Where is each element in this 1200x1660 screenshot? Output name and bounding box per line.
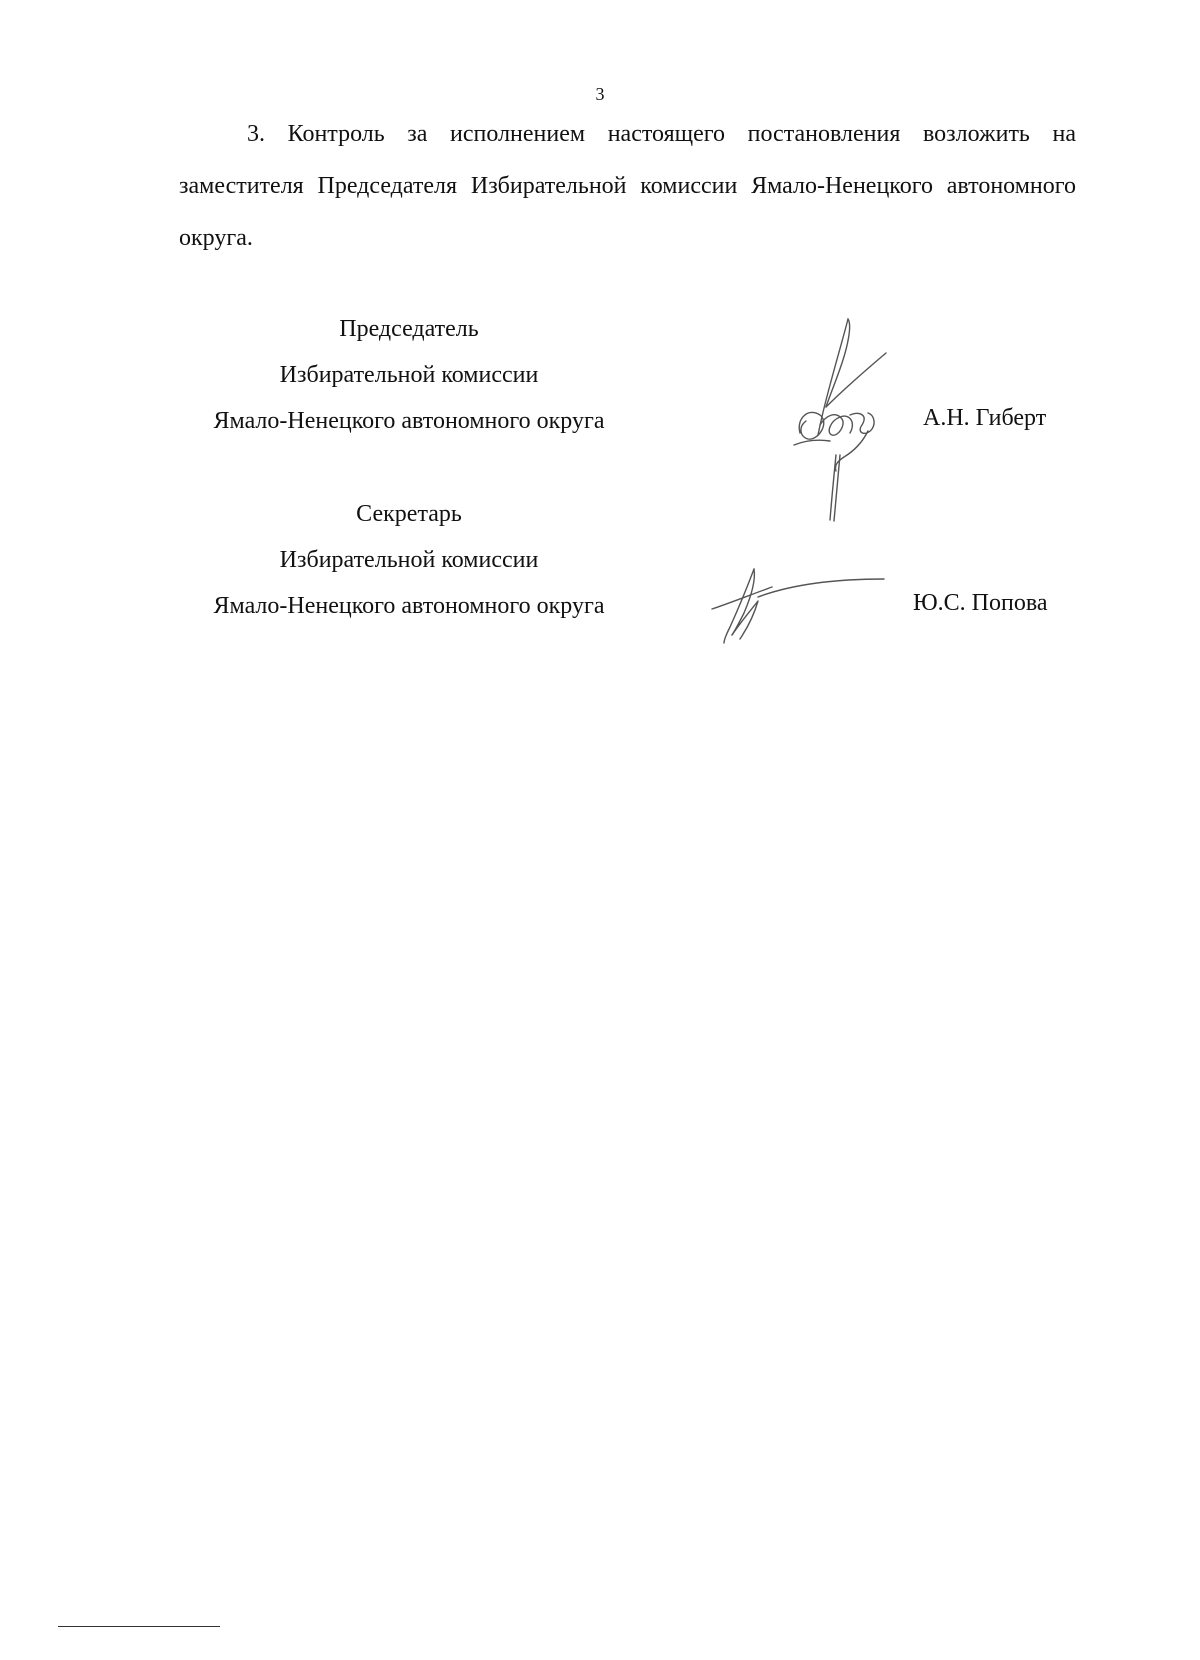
chairman-signature: [790, 315, 900, 530]
chairman-title-line: Ямало-Ненецкого автономного округа: [213, 408, 605, 434]
footnote-divider: [58, 1626, 220, 1627]
chairman-title-block: [179, 306, 639, 444]
chairman-title-line: Председатель: [339, 316, 479, 342]
secretary-name: Ю.С. Попова: [913, 590, 1048, 616]
resolution-paragraph: 3. Контроль за исполнением настоящего постановления возложить на заместителя Председателя Избирательной комиссии Ямало-Ненецкого автономного округа.: [179, 121, 1076, 251]
page-number: 3: [595, 84, 605, 104]
secretary-title-line: Избирательной комиссии: [279, 547, 539, 573]
secretary-title-line: Ямало-Ненецкого автономного округа: [213, 593, 605, 619]
secretary-title-block: [179, 491, 639, 629]
chairman-title-line: Избирательной комиссии: [279, 362, 539, 388]
chairman-name: А.Н. Гиберт: [923, 405, 1047, 431]
secretary-signature: [710, 565, 890, 645]
secretary-title-line: Секретарь: [356, 501, 462, 527]
